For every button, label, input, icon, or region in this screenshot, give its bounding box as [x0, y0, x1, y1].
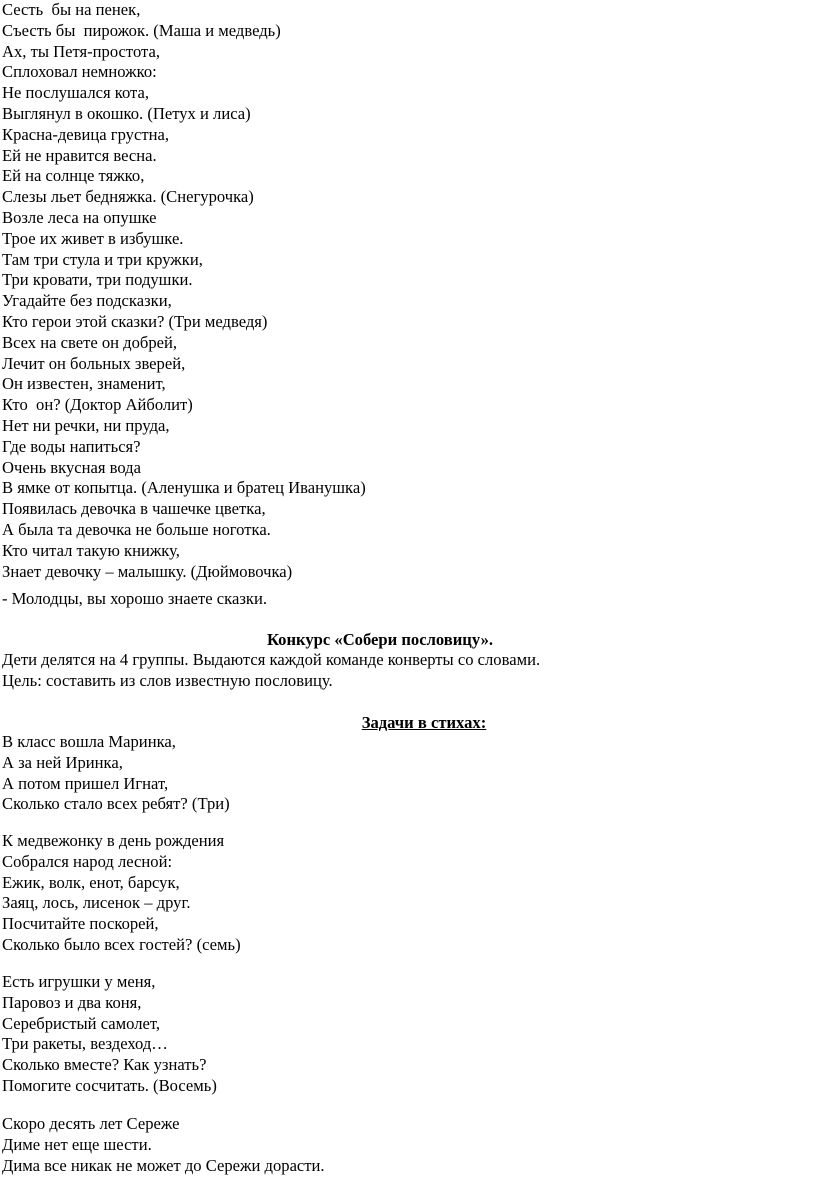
riddle-line: Лечит он больных зверей, — [2, 353, 186, 373]
riddle-line: Возле леса на опушке — [2, 207, 157, 227]
contest-line: Дети делятся на 4 группы. Выдаются каждой команде конверты со словами. — [2, 650, 541, 669]
poem-line: Сколько было всех гостей? (семь) — [2, 934, 241, 954]
poem-line: Три ракеты, вездеход… — [2, 1034, 168, 1054]
poem-line: А за ней Иринка, — [2, 752, 123, 772]
riddle-line: В ямке от копытца. (Аленушка и братец Иванушка) — [2, 478, 366, 498]
riddle-line: Три кровати, три подушки. — [2, 270, 193, 290]
poem-line: Заяц, лось, лисенок – друг. — [2, 893, 191, 913]
riddle-line: Красна-девица грустна, — [2, 124, 169, 144]
riddle-line: Слезы льет бедняжка. (Снегурочка) — [2, 187, 254, 207]
riddle-line: Там три стула и три кружки, — [2, 249, 203, 269]
riddle-line: Ей на солнце тяжко, — [2, 166, 145, 186]
poem-line: Дима все никак не может до Сережи дорасти. — [2, 1155, 325, 1175]
poem-line: Серебристый самолет, — [2, 1013, 161, 1033]
riddle-line: Он известен, знаменит, — [2, 374, 166, 394]
riddle-line: Угадайте без подсказки, — [2, 291, 172, 311]
riddle-line: Трое их живет в избушке. — [2, 228, 184, 248]
contest-heading: Конкурс «Собери пословицу». — [266, 630, 494, 649]
riddle-line: Съесть бы пирожок. (Маша и медведь) — [2, 20, 281, 40]
riddle-line: Где воды напиться? — [2, 436, 141, 456]
contest-line: Цель: составить из слов известную пословицу. — [2, 670, 333, 690]
contest-description — [2, 650, 802, 692]
poem-line: К медвежонку в день рождения — [2, 831, 225, 850]
riddles-block — [2, 0, 802, 582]
poem-line: В класс вошла Маринка, — [2, 732, 176, 751]
poem-line: Паровоз и два коня, — [2, 992, 142, 1012]
riddle-line: Не послушался кота, — [2, 83, 150, 103]
tasks-heading: Задачи в стихах: — [361, 713, 487, 732]
riddle-line: Появилась девочка в чашечке цветка, — [2, 499, 266, 519]
task-poem-1 — [2, 732, 802, 815]
poem-line: Собрался народ лесной: — [2, 851, 173, 871]
poem-line: А потом пришел Игнат, — [2, 773, 169, 793]
task-poem-3 — [2, 972, 802, 1097]
poem-line: Диме нет еще шести. — [2, 1134, 152, 1154]
riddle-line: Кто читал такую книжку, — [2, 540, 180, 560]
riddle-line: Кто герои этой сказки? (Три медведя) — [2, 311, 268, 331]
riddle-line: Ей не нравится весна. — [2, 145, 157, 165]
riddle-line: Сплоховал немножко: — [2, 62, 157, 82]
poem-line: Есть игрушки у меня, — [2, 972, 156, 991]
poem-line: Посчитайте поскорей, — [2, 914, 159, 934]
poem-line: Сколько стало всех ребят? (Три) — [2, 794, 230, 814]
riddle-line: Всех на свете он добрей, — [2, 332, 178, 352]
riddle-line: Кто он? (Доктор Айболит) — [2, 395, 193, 415]
riddle-line: А была та девочка не больше ноготка. — [2, 519, 271, 539]
riddle-line: Сесть бы на пенек, — [2, 0, 141, 19]
task-poem-4 — [2, 1114, 802, 1176]
riddle-line: Ах, ты Петя-простота, — [2, 41, 160, 61]
riddle-line: Нет ни речки, ни пруда, — [2, 415, 170, 435]
praise-line: - Молодцы, вы хорошо знаете сказки. — [2, 589, 267, 608]
poem-line: Помогите сосчитать. (Восемь) — [2, 1075, 217, 1095]
praise-block — [2, 589, 802, 610]
riddle-line: Знает девочку – малышку. (Дюймовочка) — [2, 561, 293, 581]
riddle-line: Очень вкусная вода — [2, 457, 141, 477]
poem-line: Сколько вместе? Как узнать? — [2, 1055, 207, 1075]
riddle-line: Выглянул в окошко. (Петух и лиса) — [2, 103, 251, 123]
task-poem-2 — [2, 831, 802, 956]
poem-line: Скоро десять лет Сереже — [2, 1114, 180, 1133]
poem-line: Ежик, волк, енот, барсук, — [2, 872, 180, 892]
